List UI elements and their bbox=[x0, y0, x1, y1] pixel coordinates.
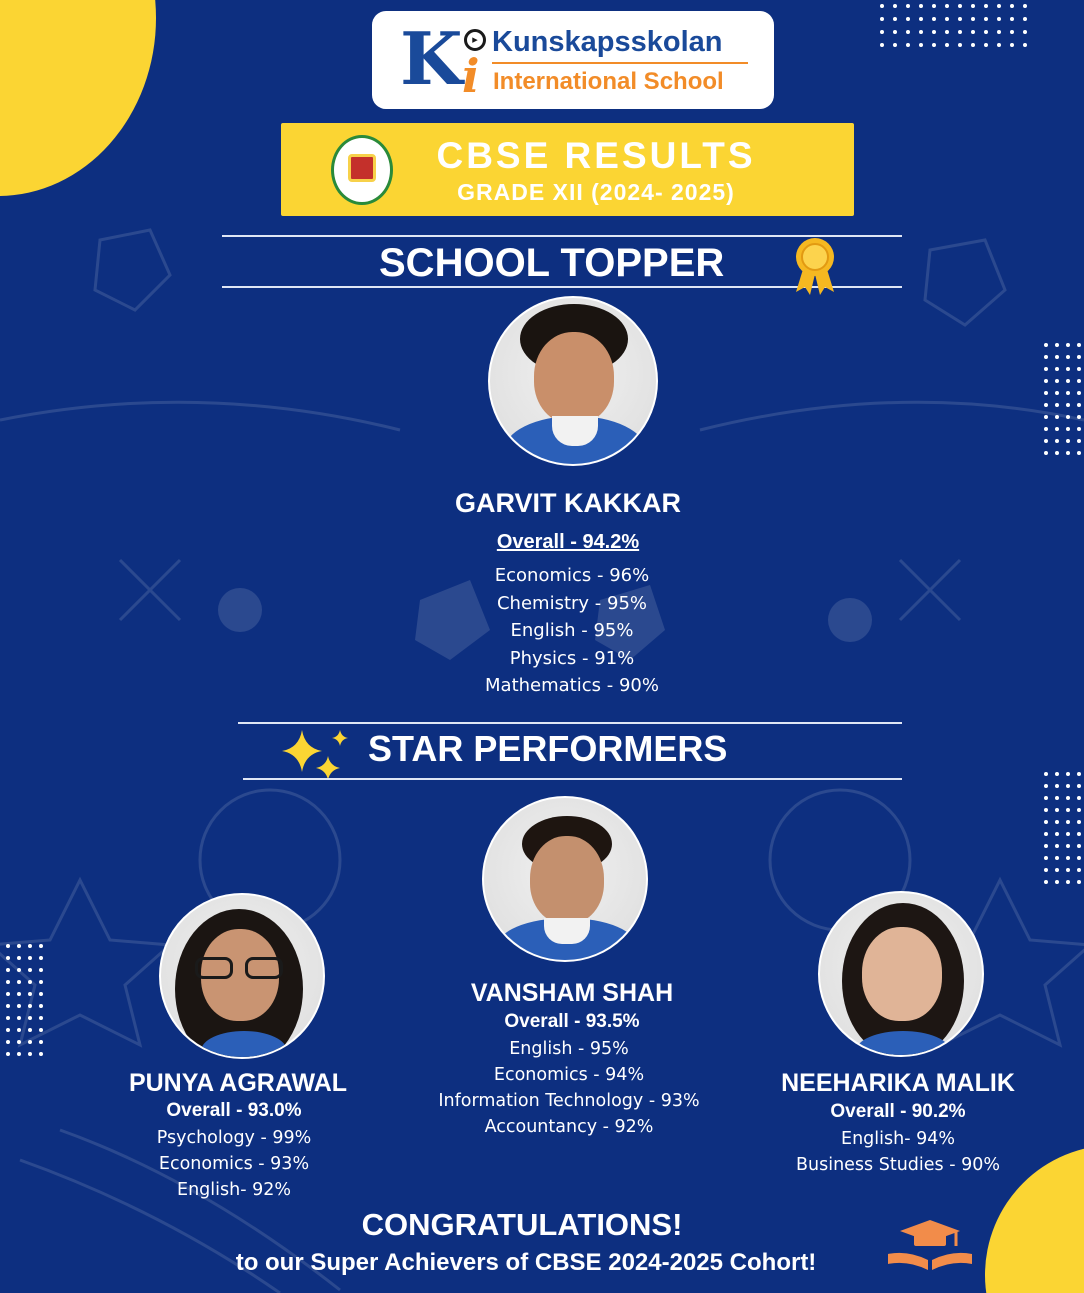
star-performer-photo bbox=[159, 893, 325, 1059]
subject-score: Economics - 93% bbox=[158, 1154, 310, 1174]
school-name: Kunskapsskolan bbox=[492, 26, 723, 58]
topper-subject-list bbox=[372, 562, 772, 700]
dot-grid-top-right bbox=[880, 4, 1027, 47]
divider-line bbox=[243, 778, 902, 780]
subject-score: English- 92% bbox=[177, 1180, 291, 1200]
star-performer-photo bbox=[482, 796, 648, 962]
school-subtitle: International School bbox=[493, 68, 724, 95]
star-performer-subject-list bbox=[748, 1126, 1048, 1178]
graduation-book-icon bbox=[884, 1218, 976, 1274]
subject-score: Mathematics - 90% bbox=[485, 675, 659, 696]
star-performer-subject-list bbox=[84, 1125, 384, 1203]
star-performer-overall: Overall - 93.0% bbox=[166, 1100, 302, 1121]
subject-score: Accountancy - 92% bbox=[484, 1117, 654, 1137]
logo-letter-k: K bbox=[400, 16, 463, 101]
subject-score: English - 95% bbox=[510, 620, 634, 641]
award-ribbon-icon bbox=[792, 236, 838, 296]
banner-subtitle: GRADE XII (2024- 2025) bbox=[457, 179, 735, 205]
dot-grid-right-lower bbox=[1044, 772, 1081, 884]
congratulations-headline: CONGRATULATIONS! bbox=[361, 1207, 683, 1242]
divider-line bbox=[238, 722, 902, 724]
section-title-topper: SCHOOL TOPPER bbox=[379, 241, 725, 285]
subject-score: Physics - 91% bbox=[509, 647, 635, 669]
logo-letter-i: i bbox=[462, 49, 480, 103]
subject-score: Information Technology - 93% bbox=[438, 1091, 700, 1111]
topper-photo bbox=[488, 296, 658, 466]
dot-grid-left bbox=[6, 944, 43, 1056]
star-performer-name: NEEHARIKA MALIK bbox=[781, 1069, 1015, 1097]
star-performer-subject-list bbox=[369, 1036, 769, 1140]
subject-score: Business Studies - 90% bbox=[796, 1155, 1000, 1175]
congratulations-message: to our Super Achievers of CBSE 2024-2025 Cohort! bbox=[235, 1249, 817, 1276]
topper-name: GARVIT KAKKAR bbox=[454, 488, 681, 518]
subject-score: English - 95% bbox=[509, 1039, 629, 1059]
topper-overall: Overall - 94.2% bbox=[496, 531, 640, 553]
star-performer-photo bbox=[818, 891, 984, 1057]
results-banner bbox=[281, 123, 854, 216]
subject-score: Psychology - 99% bbox=[156, 1128, 312, 1148]
subject-score: Chemistry - 95% bbox=[496, 592, 648, 614]
school-logo-card bbox=[372, 11, 774, 109]
logo-mark-icon: ▸ bbox=[464, 29, 486, 51]
section-title-star-performers: STAR PERFORMERS bbox=[368, 728, 728, 769]
banner-title: CBSE RESULTS bbox=[436, 135, 756, 176]
star-performer-overall: Overall - 93.5% bbox=[504, 1011, 640, 1032]
dot-grid-right-upper bbox=[1044, 343, 1081, 455]
logo-divider bbox=[492, 62, 748, 64]
subject-score: English- 94% bbox=[841, 1129, 955, 1149]
cbse-emblem-icon bbox=[331, 135, 393, 205]
star-performer-name: VANSHAM SHAH bbox=[470, 979, 674, 1007]
sparkles-icon bbox=[278, 728, 350, 782]
star-performer-overall: Overall - 90.2% bbox=[830, 1101, 966, 1122]
subject-score: Economics - 96% bbox=[494, 565, 650, 586]
star-performer-name: PUNYA AGRAWAL bbox=[128, 1069, 348, 1097]
subject-score: Economics - 94% bbox=[493, 1065, 645, 1085]
